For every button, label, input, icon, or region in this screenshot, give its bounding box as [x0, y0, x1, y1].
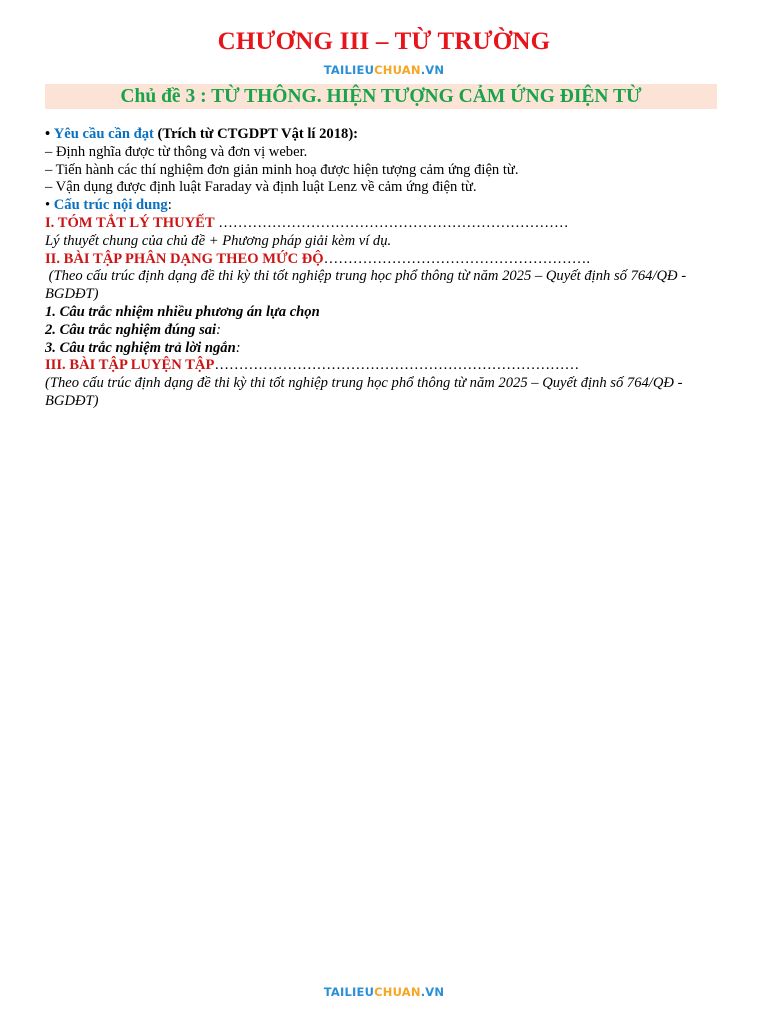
- question-type-1-text: 1. Câu trắc nhiệm nhiều phương án lựa chọn: [45, 303, 320, 320]
- requirements-source: (Trích từ CTGDPT Vật lí 2018):: [153, 126, 359, 142]
- requirement-item: – Vận dụng được định luật Faraday và định luật Lenz về cảm ứng điện từ.: [45, 179, 477, 196]
- section-heading-2: [45, 251, 720, 269]
- section-2-title: II. BÀI TẬP PHÂN DẠNG THEO MỨC ĐỘ: [45, 250, 324, 267]
- bullet: •: [45, 197, 51, 214]
- section-heading-3: [45, 357, 720, 375]
- site-logo: [0, 63, 768, 77]
- requirements-heading: [45, 126, 720, 144]
- question-type-3: [45, 340, 720, 358]
- footer-logo: [0, 985, 768, 999]
- section-2-note-line-1: (Theo cấu trúc định dạng đề thi kỳ thi tốt nghiệp trung học phổ thông từ năm 2025 – Quyết định số 764/QĐ -: [45, 268, 687, 285]
- section-1-title: I. TÓM TẮT LÝ THUYẾT: [45, 214, 215, 231]
- section-1-dots: ………………………………………………………………: [214, 214, 569, 231]
- requirements-label: Yêu cầu cần đạt: [53, 126, 154, 142]
- footer-logo-part-3: .VN: [420, 985, 445, 999]
- logo-part-3: .VN: [420, 63, 445, 77]
- logo-part-1: TAILIEU: [323, 63, 375, 77]
- chapter-title: CHƯƠNG III – TỪ TRƯỜNG: [217, 28, 551, 55]
- logo-part-2: CHUAN: [374, 63, 421, 77]
- question-type-1: [45, 304, 720, 322]
- section-3-note-line-1: (Theo cấu trúc định dạng đề thi kỳ thi tốt nghiệp trung học phổ thông từ năm 2025 – Quyết định số 764/QĐ -: [45, 375, 683, 392]
- question-type-2-suffix: :: [216, 321, 221, 338]
- section-3-note-line-2: BGDĐT): [45, 392, 99, 409]
- structure-heading: [45, 197, 720, 215]
- structure-colon: :: [167, 197, 172, 214]
- section-heading-1: [45, 215, 720, 233]
- bullet: •: [45, 126, 51, 142]
- requirement-item: – Tiến hành các thí nghiệm đơn giản minh hoạ được hiện tượng cảm ứng điện từ.: [45, 161, 519, 178]
- topic-title: Chủ đề 3 : TỪ THÔNG. HIỆN TƯỢNG CẢM ỨNG ĐIỆN TỪ: [45, 84, 717, 109]
- requirement-item: – Định nghĩa được từ thông và đơn vị weber.: [45, 143, 308, 160]
- question-type-3-suffix: :: [235, 339, 241, 356]
- document-body: [45, 126, 720, 411]
- section-3-dots: …………………………………………………………………: [214, 357, 580, 374]
- question-type-3-text: 3. Câu trắc nghiệm trả lời ngắn: [45, 339, 236, 356]
- section-1-text: Lý thuyết chung của chủ đề + Phương pháp giải kèm ví dụ.: [45, 232, 392, 249]
- question-type-2: [45, 322, 720, 340]
- structure-label: Cấu trúc nội dung: [53, 197, 168, 214]
- section-3-title: III. BÀI TẬP LUYỆN TẬP: [45, 357, 215, 374]
- section-2-dots: ……………………………………………….: [323, 250, 590, 267]
- footer-logo-part-2: CHUAN: [374, 985, 421, 999]
- footer-logo-part-1: TAILIEU: [323, 985, 375, 999]
- section-2-note-line-2: BGDĐT): [45, 286, 99, 303]
- question-type-2-text: 2. Câu trắc nghiệm đúng sai: [45, 321, 217, 338]
